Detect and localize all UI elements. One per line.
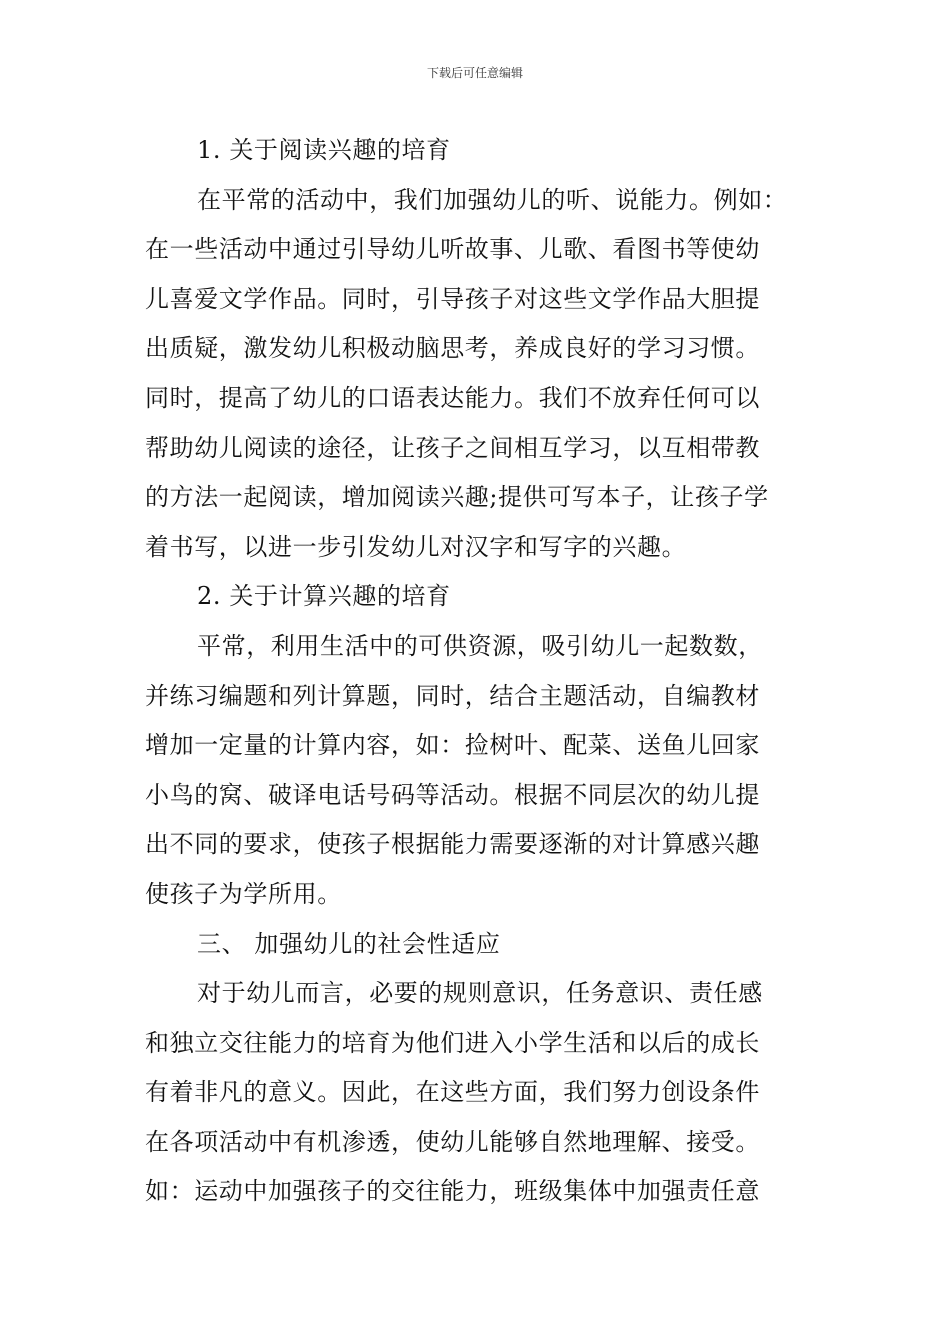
text-line: 在一些活动中通过引导幼儿听故事、儿歌、看图书等使幼 <box>145 235 760 264</box>
text-line: 对于幼儿而言，必要的规则意识，任务意识、责任感 <box>197 979 763 1008</box>
text-line: 在各项活动中有机渗透，使幼儿能够自然地理解、接受。 <box>145 1127 760 1156</box>
text-line: 的方法一起阅读，增加阅读兴趣;提供可写本子，让孩子学 <box>145 483 769 512</box>
text-line: 在平常的活动中，我们加强幼儿的听、说能力。例如： <box>197 185 788 214</box>
text-line: 帮助幼儿阅读的途径，让孩子之间相互学习，以互相带教 <box>145 433 760 462</box>
text-line: 三、 加强幼儿的社会性适应 <box>197 929 501 958</box>
text-line: 小鸟的窝、破译电话号码等活动。根据不同层次的幼儿提 <box>145 780 760 809</box>
text-line: 如：运动中加强孩子的交往能力，班级集体中加强责任意 <box>145 1177 760 1206</box>
text-line: 1. 关于阅读兴趣的培育 <box>197 136 451 164</box>
text-line: 着书写，以进一步引发幼儿对汉字和写字的兴趣。 <box>145 532 687 561</box>
text-line: 平常，利用生活中的可供资源，吸引幼儿一起数数， <box>197 631 763 660</box>
page-header: 下载后可任意编辑 <box>426 66 523 80</box>
text-line: 和独立交往能力的培育为他们进入小学生活和以后的成长 <box>145 1028 760 1057</box>
text-line: 增加一定量的计算内容，如：捡树叶、配菜、送鱼儿回家 <box>145 731 760 760</box>
text-line: 并练习编题和列计算题，同时，结合主题活动，自编教材 <box>145 681 760 710</box>
document-body <box>145 126 815 1217</box>
text-line: 同时，提高了幼儿的口语表达能力。我们不放弃任何可以 <box>145 383 760 412</box>
text-line: 儿喜爱文学作品。同时，引导孩子对这些文学作品大胆提 <box>145 284 760 313</box>
text-line: 有着非凡的意义。因此，在这些方面，我们努力创设条件 <box>145 1078 760 1107</box>
text-line: 2. 关于计算兴趣的培育 <box>197 582 451 611</box>
text-line: 出质疑，激发幼儿积极动脑思考，养成良好的学习习惯。 <box>145 334 760 363</box>
text-line: 使孩子为学所用。 <box>145 879 342 908</box>
text-line: 出不同的要求，使孩子根据能力需要逐渐的对计算感兴趣 <box>145 830 760 859</box>
